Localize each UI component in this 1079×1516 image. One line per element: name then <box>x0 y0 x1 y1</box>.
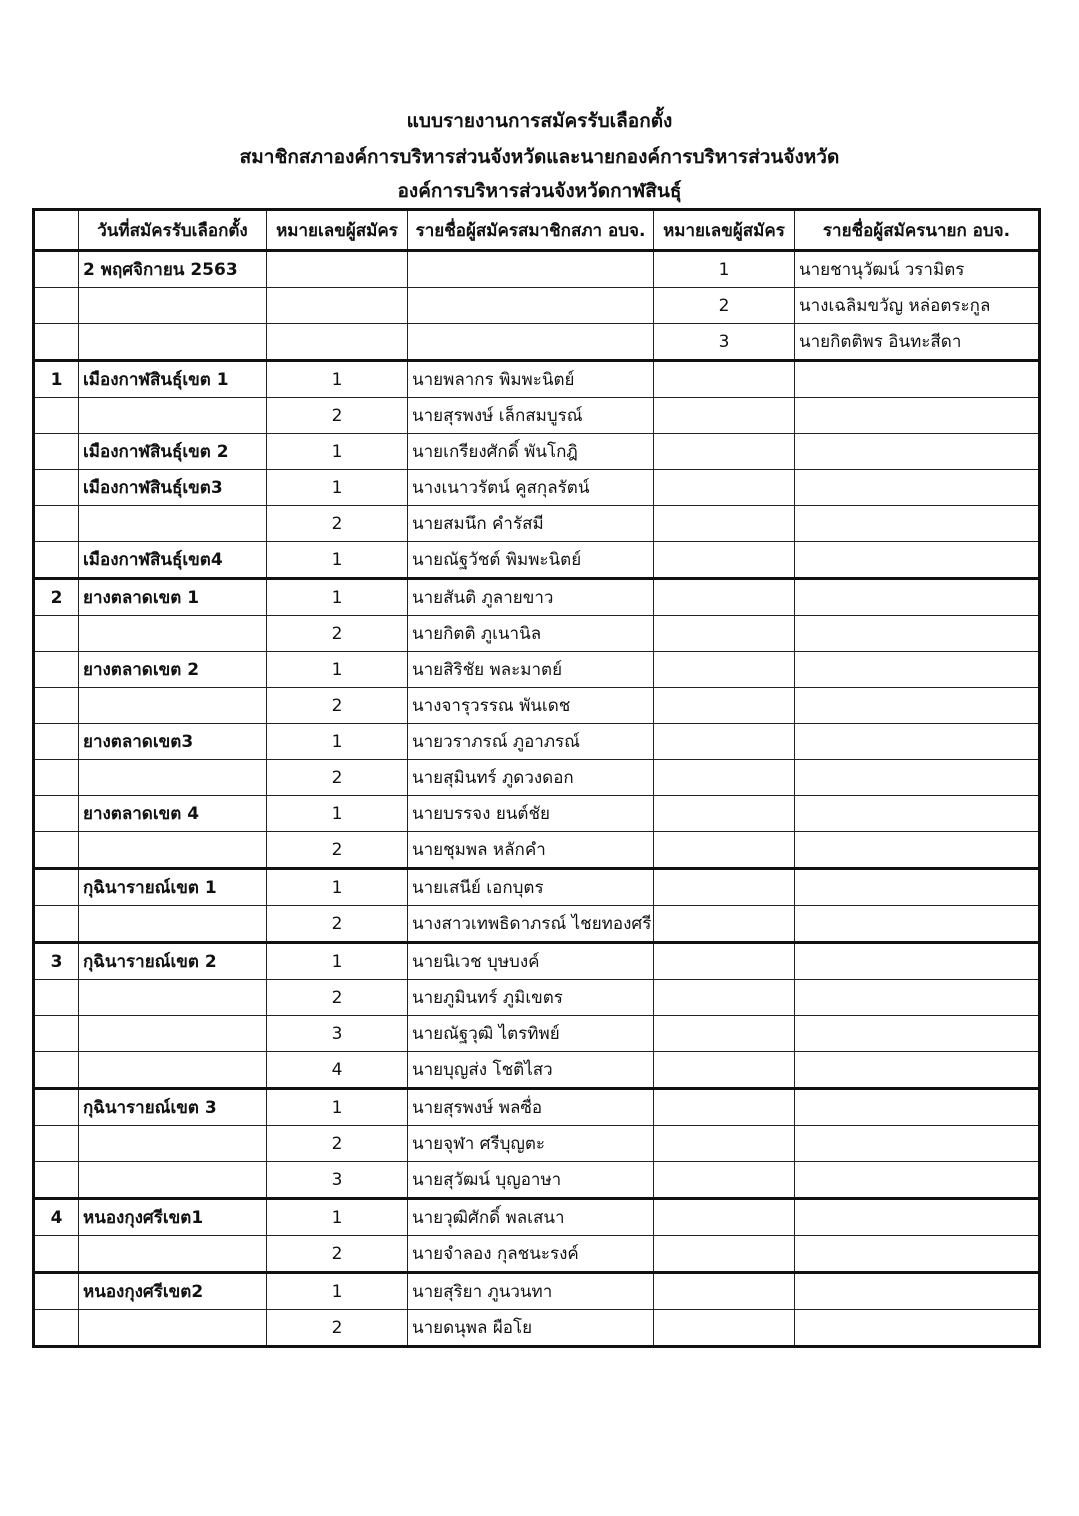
mayor-candidate-number <box>654 398 795 434</box>
district-zone: ยางตลาดเขต 1 <box>79 579 267 616</box>
council-candidate-number: 1 <box>267 652 408 688</box>
council-candidate-number: 2 <box>267 906 408 943</box>
mayor-candidate-name <box>795 1236 1040 1273</box>
council-candidate-name: นายวราภรณ์ ภูอาภรณ์ <box>408 724 654 760</box>
header-cell-council-name: รายชื่อผู้สมัครสมาชิกสภา อบจ. <box>408 210 654 251</box>
council-candidate-name: นายชุมพล หลักคำ <box>408 832 654 869</box>
table-row <box>34 1273 1040 1310</box>
council-candidate-name: นายณัฐวุฒิ ไตรทิพย์ <box>408 1016 654 1052</box>
council-candidate-name: นายสิริชัย พละมาตย์ <box>408 652 654 688</box>
row-number: 4 <box>34 1199 79 1236</box>
mayor-candidate-name <box>795 1199 1040 1236</box>
mayor-candidate-name <box>795 1052 1040 1089</box>
table-row <box>34 579 1040 616</box>
council-candidate-name: นายสุวัฒน์ บุญอาษา <box>408 1162 654 1199</box>
row-number: 3 <box>34 943 79 980</box>
mayor-candidate-number <box>654 1310 795 1347</box>
mayor-candidate-number <box>654 1016 795 1052</box>
mayor-candidate-number <box>654 616 795 652</box>
council-candidate-number: 1 <box>267 869 408 906</box>
council-candidate-number: 1 <box>267 470 408 506</box>
mayor-candidate-name <box>795 470 1040 506</box>
header-cell-mayor-name: รายชื่อผู้สมัครนายก อบจ. <box>795 210 1040 251</box>
council-candidate-name: นางเนาวรัตน์ คูสกุลรัตน์ <box>408 470 654 506</box>
report-subtitle: สมาชิกสภาองค์การบริหารส่วนจังหวัดและนายกองค์การบริหารส่วนจังหวัด <box>239 146 840 168</box>
mayor-candidate-number <box>654 1199 795 1236</box>
table-row <box>34 470 1040 506</box>
council-candidate-number: 1 <box>267 796 408 832</box>
mayor-candidate-name <box>795 434 1040 470</box>
mayor-candidate-number <box>654 1126 795 1162</box>
district-zone <box>79 832 267 869</box>
council-candidate-number: 3 <box>267 1162 408 1199</box>
council-candidate-name: นายสันติ ภูลายขาว <box>408 579 654 616</box>
row-number <box>34 796 79 832</box>
row-number <box>34 1273 79 1310</box>
table-row <box>34 506 1040 542</box>
council-candidate-number: 1 <box>267 542 408 579</box>
district-zone <box>79 688 267 724</box>
district-zone <box>79 1052 267 1089</box>
district-zone: ยางตลาดเขต3 <box>79 724 267 760</box>
council-candidate-number: 4 <box>267 1052 408 1089</box>
district-zone: เมืองกาฬสินธุ์เขต 1 <box>79 361 267 398</box>
council-candidate-name: นางจารุวรรณ พันเดช <box>408 688 654 724</box>
council-candidate-name: นายสุมินทร์ ภูดวงดอก <box>408 760 654 796</box>
council-candidate-number: 1 <box>267 434 408 470</box>
mayor-candidate-number: 1 <box>654 251 795 288</box>
mayor-candidate-number <box>654 869 795 906</box>
council-candidate-number: 2 <box>267 506 408 542</box>
row-number <box>34 616 79 652</box>
mayor-candidate-name <box>795 1273 1040 1310</box>
council-candidate-number: 1 <box>267 361 408 398</box>
district-zone: ยางตลาดเขต 2 <box>79 652 267 688</box>
council-candidate-name: นายณัฐวัชต์ พิมพะนิตย์ <box>408 542 654 579</box>
council-candidate-number: 1 <box>267 724 408 760</box>
mayor-candidate-number <box>654 760 795 796</box>
district-zone <box>79 1162 267 1199</box>
council-candidate-number: 3 <box>267 1016 408 1052</box>
mayor-candidate-name <box>795 398 1040 434</box>
mayor-candidate-name <box>795 361 1040 398</box>
council-candidate-name: นายภูมินทร์ ภูมิเขตร <box>408 980 654 1016</box>
mayor-candidate-number <box>654 1236 795 1273</box>
mayor-candidate-name: นายกิตติพร อินทะสีดา <box>795 324 1040 361</box>
council-candidate-name: นายจุฬา ศรีบุญตะ <box>408 1126 654 1162</box>
mayor-candidate-name <box>795 869 1040 906</box>
table-row <box>34 869 1040 906</box>
district-zone: กุฉินารายณ์เขต 3 <box>79 1089 267 1126</box>
mayor-candidate-number <box>654 361 795 398</box>
mayor-candidate-number <box>654 1273 795 1310</box>
mayor-candidate-number <box>654 832 795 869</box>
table-header-row <box>34 210 1040 251</box>
council-candidate-number: 1 <box>267 1089 408 1126</box>
mayor-candidate-number <box>654 906 795 943</box>
table-row <box>34 251 1040 288</box>
table-row <box>34 616 1040 652</box>
mayor-candidate-name <box>795 1089 1040 1126</box>
district-zone: เมืองกาฬสินธุ์เขต 2 <box>79 434 267 470</box>
district-zone <box>79 616 267 652</box>
council-candidate-number: 2 <box>267 1126 408 1162</box>
mayor-candidate-name <box>795 724 1040 760</box>
district-zone: หนองกุงศรีเขต1 <box>79 1199 267 1236</box>
table-row <box>34 1016 1040 1052</box>
mayor-candidate-name <box>795 1310 1040 1347</box>
table-row <box>34 980 1040 1016</box>
mayor-candidate-name: นางเฉลิมขวัญ หล่อตระกูล <box>795 288 1040 324</box>
table-row <box>34 1126 1040 1162</box>
table-row <box>34 1199 1040 1236</box>
row-number <box>34 980 79 1016</box>
row-number <box>34 688 79 724</box>
council-candidate-number: 2 <box>267 616 408 652</box>
row-number <box>34 1016 79 1052</box>
district-zone: เมืองกาฬสินธุ์เขต3 <box>79 470 267 506</box>
table-row <box>34 760 1040 796</box>
mayor-candidate-number <box>654 980 795 1016</box>
district-zone: ยางตลาดเขต 4 <box>79 796 267 832</box>
table-row <box>34 324 1040 361</box>
mayor-candidate-number <box>654 506 795 542</box>
mayor-candidate-name <box>795 760 1040 796</box>
district-zone: กุฉินารายณ์เขต 1 <box>79 869 267 906</box>
row-number <box>34 1126 79 1162</box>
council-candidate-number: 2 <box>267 832 408 869</box>
council-candidate-number: 2 <box>267 398 408 434</box>
mayor-candidate-number <box>654 434 795 470</box>
mayor-candidate-name <box>795 542 1040 579</box>
district-zone <box>79 906 267 943</box>
mayor-candidate-number: 2 <box>654 288 795 324</box>
mayor-candidate-name <box>795 1162 1040 1199</box>
council-candidate-name: นายสุรพงษ์ พลซื่อ <box>408 1089 654 1126</box>
council-candidate-number: 2 <box>267 1236 408 1273</box>
table-row <box>34 943 1040 980</box>
district-zone <box>79 288 267 324</box>
mayor-candidate-name <box>795 943 1040 980</box>
table-row <box>34 906 1040 943</box>
mayor-candidate-name: นายชานุวัฒน์ วรามิตร <box>795 251 1040 288</box>
mayor-candidate-name <box>795 980 1040 1016</box>
mayor-candidate-name <box>795 832 1040 869</box>
council-candidate-name: นายบรรจง ยนต์ชัย <box>408 796 654 832</box>
council-candidate-name <box>408 288 654 324</box>
row-number <box>34 760 79 796</box>
row-number <box>34 470 79 506</box>
council-candidate-name: นายสุริยา ภูนวนทา <box>408 1273 654 1310</box>
organization-name: องค์การบริหารส่วนจังหวัดกาฬสินธุ์ <box>397 180 682 202</box>
row-number <box>34 542 79 579</box>
table-row <box>34 832 1040 869</box>
row-number <box>34 1236 79 1273</box>
row-number <box>34 288 79 324</box>
district-zone <box>79 1016 267 1052</box>
row-number <box>34 324 79 361</box>
district-zone <box>79 760 267 796</box>
row-number <box>34 906 79 943</box>
mayor-candidate-name <box>795 906 1040 943</box>
row-number <box>34 398 79 434</box>
mayor-candidate-number <box>654 943 795 980</box>
district-zone <box>79 398 267 434</box>
council-candidate-name <box>408 251 654 288</box>
row-number <box>34 1052 79 1089</box>
district-zone <box>79 506 267 542</box>
row-number <box>34 1162 79 1199</box>
row-number <box>34 724 79 760</box>
mayor-candidate-name <box>795 579 1040 616</box>
district-zone: กุฉินารายณ์เขต 2 <box>79 943 267 980</box>
council-candidate-name: นางสาวเทพธิดาภรณ์ ไชยทองศรี <box>408 906 654 943</box>
council-candidate-number <box>267 288 408 324</box>
mayor-candidate-number <box>654 1089 795 1126</box>
mayor-candidate-number <box>654 470 795 506</box>
table-row <box>34 796 1040 832</box>
mayor-candidate-name <box>795 688 1040 724</box>
row-number <box>34 251 79 288</box>
council-candidate-number: 1 <box>267 1273 408 1310</box>
council-candidate-name: นายกิตติ ภูเนานิล <box>408 616 654 652</box>
council-candidate-number: 2 <box>267 688 408 724</box>
mayor-candidate-number <box>654 1052 795 1089</box>
council-candidate-name: นายสมนึก คำรัสมี <box>408 506 654 542</box>
council-candidate-number: 1 <box>267 943 408 980</box>
table-row <box>34 434 1040 470</box>
district-zone: หนองกุงศรีเขต2 <box>79 1273 267 1310</box>
mayor-candidate-number <box>654 579 795 616</box>
mayor-candidate-name <box>795 616 1040 652</box>
mayor-candidate-number <box>654 542 795 579</box>
table-row <box>34 398 1040 434</box>
table-row <box>34 1236 1040 1273</box>
mayor-candidate-number <box>654 688 795 724</box>
council-candidate-name: นายเกรียงศักดิ์ พันโกฎิ <box>408 434 654 470</box>
council-candidate-number: 2 <box>267 1310 408 1347</box>
council-candidate-number: 2 <box>267 760 408 796</box>
council-candidate-name: นายจำลอง กุลชนะรงค์ <box>408 1236 654 1273</box>
table-row <box>34 1310 1040 1347</box>
row-number <box>34 1089 79 1126</box>
council-candidate-name: นายเสนีย์ เอกบุตร <box>408 869 654 906</box>
mayor-candidate-number: 3 <box>654 324 795 361</box>
row-number <box>34 832 79 869</box>
mayor-candidate-name <box>795 1126 1040 1162</box>
table-row <box>34 361 1040 398</box>
district-zone: 2 พฤศจิกายน 2563 <box>79 251 267 288</box>
row-number <box>34 506 79 542</box>
table-row <box>34 1052 1040 1089</box>
row-number <box>34 434 79 470</box>
district-zone <box>79 1310 267 1347</box>
mayor-candidate-name <box>795 652 1040 688</box>
table-row <box>34 724 1040 760</box>
table-row <box>34 542 1040 579</box>
report-title: แบบรายงานการสมัครรับเลือกตั้ง <box>406 110 673 132</box>
table-row <box>34 652 1040 688</box>
district-zone <box>79 1126 267 1162</box>
council-candidate-name: นายวุฒิศักดิ์ พลเสนา <box>408 1199 654 1236</box>
council-candidate-number: 1 <box>267 1199 408 1236</box>
district-zone <box>79 1236 267 1273</box>
header-cell-date: วันที่สมัครรับเลือกตั้ง <box>79 210 267 251</box>
council-candidate-name: นายสุรพงษ์ เล็กสมบูรณ์ <box>408 398 654 434</box>
council-candidate-name: นายพลากร พิมพะนิตย์ <box>408 361 654 398</box>
district-zone <box>79 980 267 1016</box>
mayor-candidate-name <box>795 1016 1040 1052</box>
district-zone: เมืองกาฬสินธุ์เขต4 <box>79 542 267 579</box>
council-candidate-number: 2 <box>267 980 408 1016</box>
mayor-candidate-number <box>654 1162 795 1199</box>
header-cell-mayor-number: หมายเลขผู้สมัคร <box>654 210 795 251</box>
header-cell-council-number: หมายเลขผู้สมัคร <box>267 210 408 251</box>
mayor-candidate-number <box>654 652 795 688</box>
row-number <box>34 652 79 688</box>
mayor-candidate-number <box>654 796 795 832</box>
table-row <box>34 288 1040 324</box>
council-candidate-name: นายนิเวช บุษบงค์ <box>408 943 654 980</box>
district-zone <box>79 324 267 361</box>
mayor-candidate-name <box>795 796 1040 832</box>
row-number <box>34 869 79 906</box>
candidate-report-table <box>32 208 1041 1348</box>
row-number: 1 <box>34 361 79 398</box>
row-number <box>34 1310 79 1347</box>
council-candidate-name <box>408 324 654 361</box>
table-row <box>34 1089 1040 1126</box>
council-candidate-name: นายบุญส่ง โชติไสว <box>408 1052 654 1089</box>
table-row <box>34 1162 1040 1199</box>
mayor-candidate-number <box>654 724 795 760</box>
row-number: 2 <box>34 579 79 616</box>
council-candidate-name: นายดนุพล ผือโย <box>408 1310 654 1347</box>
council-candidate-number <box>267 324 408 361</box>
council-candidate-number <box>267 251 408 288</box>
table-row <box>34 688 1040 724</box>
header-cell-no <box>34 210 79 251</box>
mayor-candidate-name <box>795 506 1040 542</box>
council-candidate-number: 1 <box>267 579 408 616</box>
